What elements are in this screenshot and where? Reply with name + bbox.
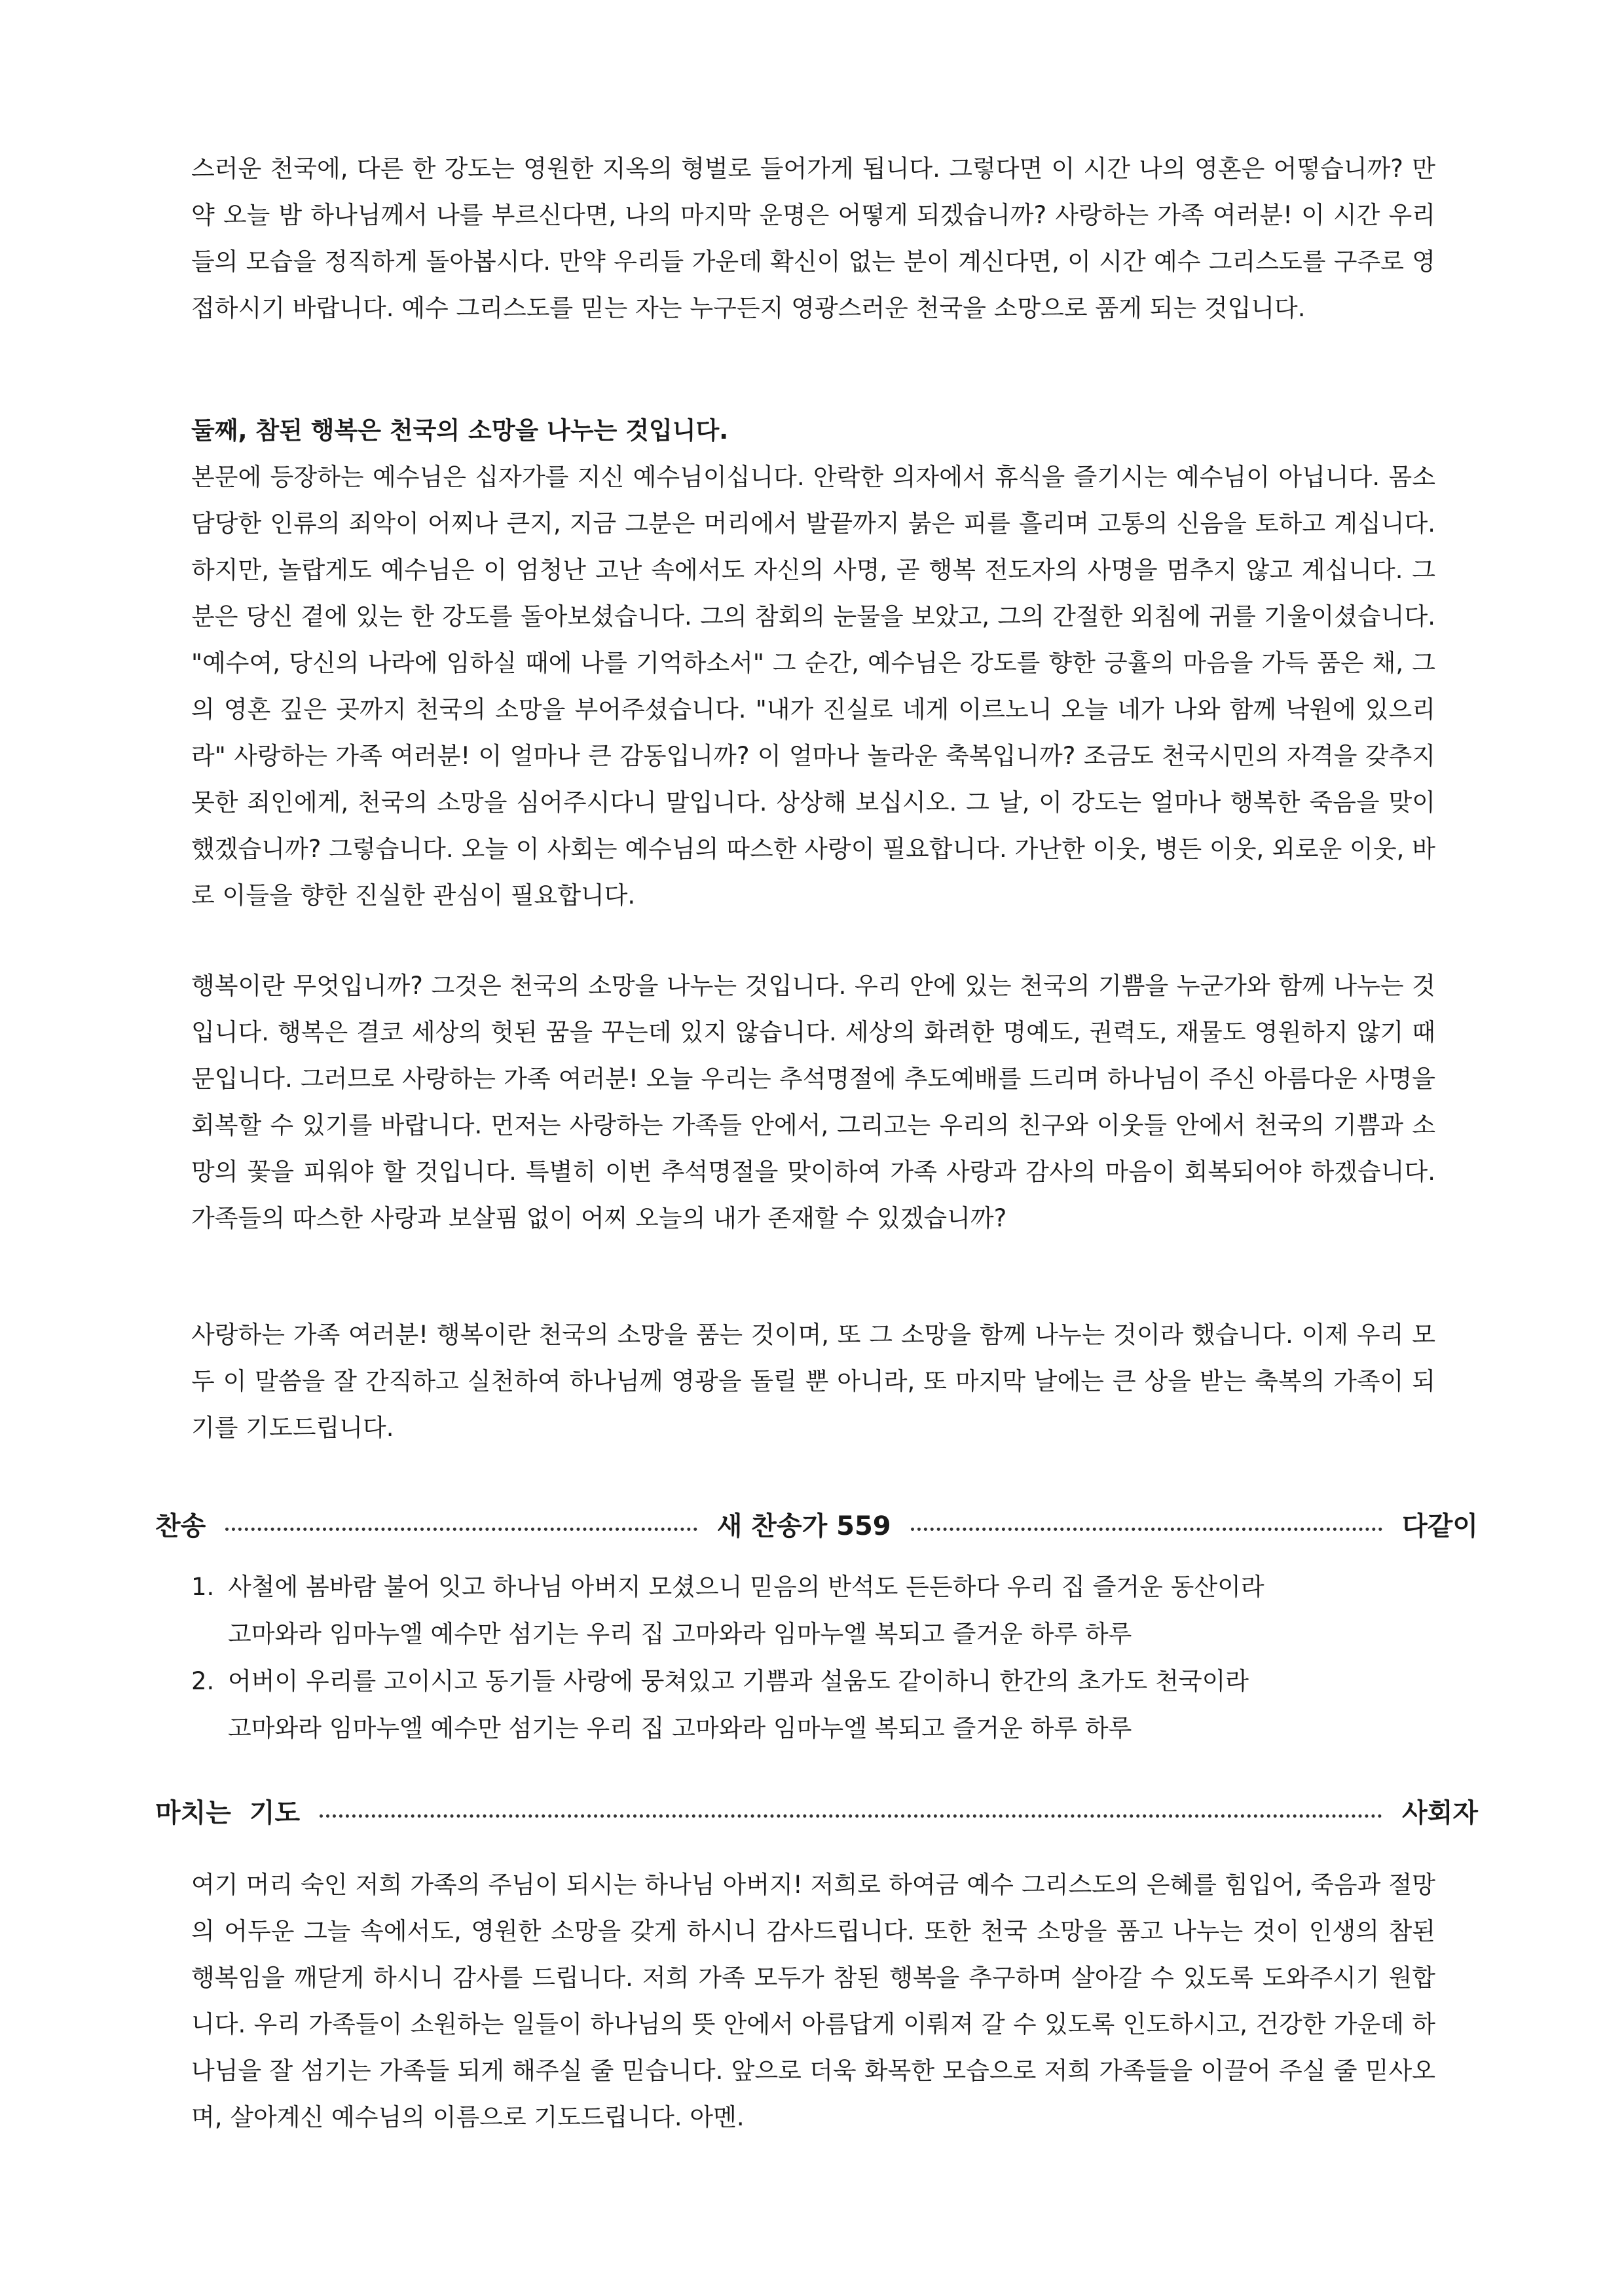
verse-line: 어버이 우리를 고이시고 동기들 사랑에 뭉쳐있고 기쁨과 설움도 같이하니 한간의 초가도 천국이라 (228, 1667, 1249, 1695)
sermon-paragraph-conclusion: 사랑하는 가족 여러분! 행복이란 천국의 소망을 품는 것이며, 또 그 소망을 함께 나누는 것이라 했습니다. 이제 우리 모두 이 말씀을 잘 간직하고 실천하여 하나님께 영광을 돌릴 뿐 아니라, 또 마지막 날에는 큰 상을 받는 축복의 가족이 되기를 기도드립니다. (191, 1321, 1435, 1442)
sermon-paragraph-happiness: 행복이란 무엇입니까? 그것은 천국의 소망을 나누는 것입니다. 우리 안에 있는 천국의 기쁨을 누군가와 함께 나누는 것입니다. 행복은 결코 세상의 헛된 꿈을 꾸는데 있지 않습니다. 세상의 화려한 명예도, 권력도, 재물도 영원하지 않기 때문입니다. 그러므로 사랑하는 가족 여러분! 오늘 우리는 추석명절에 추도예배를 드리며 하나님이 주신 아름다운 사명을 회복할 수 있기를 바랍니다. 먼저는 사랑하는 가족들 안에서, 그리고는 우리의 친구와 이웃들 안에서 천국의 기쁨과 소망의 꽃을 피워야 할 것입니다. 특별히 이번 추석명절을 맞이하여 가족 사랑과 감사의 마음이 회복되어야 하겠습니다. 가족들의 따스한 사랑과 보살핌 없이 어찌 오늘의 내가 존재할 수 있겠습니까? (191, 972, 1435, 1232)
closing-leader: 사회자 (1402, 1797, 1478, 1828)
hymn-section-header (155, 1501, 1478, 1547)
verse-refrain: 고마와라 임마누엘 예수만 섬기는 우리 집 고마와라 임마누엘 복되고 즐거운 하루 하루 (228, 1714, 1132, 1742)
verse-number: 1. (191, 1573, 215, 1601)
sermon-paragraph-second: 본문에 등장하는 예수님은 십자가를 지신 예수님이십니다. 안락한 의자에서 휴식을 즐기시는 예수님이 아닙니다. 몸소 담당한 인류의 죄악이 어찌나 큰지, 지금 그분은 머리에서 발끝까지 붉은 피를 흘리며 고통의 신음을 토하고 계십니다. 하지만, 놀랍게도 예수님은 이 엄청난 고난 속에서도 자신의 사명, 곧 행복 전도자의 사명을 멈추지 않고 계십니다. 그분은 당신 곁에 있는 한 강도를 돌아보셨습니다. 그의 참회의 눈물을 보았고, 그의 간절한 외침에 귀를 기울이셨습니다. "예수여, 당신의 나라에 임하실 때에 나를 기억하소서" 그 순간, 예수님은 강도를 향한 긍휼의 마음을 가득 품은 채, 그의 영혼 깊은 곳까지 천국의 소망을 부어주셨습니다. "내가 진실로 네게 이르노니 오늘 네가 나와 함께 낙원에 있으리라" 사랑하는 가족 여러분! 이 얼마나 큰 감동입니까? 이 얼마나 놀라운 축복입니까? 조금도 천국시민의 자격을 갖추지 못한 죄인에게, 천국의 소망을 심어주시다니 말입니다. 상상해 보십시오. 그 날, 이 강도는 얼마나 행복한 죽음을 맞이했겠습니까? 그렇습니다. 오늘 이 사회는 예수님의 따스한 사랑이 필요합니다. 가난한 이웃, 병든 이웃, 외로운 이웃, 바로 이들을 향한 진실한 관심이 필요합니다. (191, 463, 1435, 909)
verse-refrain: 고마와라 임마누엘 예수만 섬기는 우리 집 고마와라 임마누엘 복되고 즐거운 하루 하루 (228, 1620, 1132, 1648)
sermon-section-second (191, 407, 1435, 919)
hymn-verse (191, 1658, 1475, 1752)
hymn-leader: 다같이 (1402, 1511, 1478, 1541)
closing-prayer-header (155, 1788, 1478, 1833)
leader-dots (225, 1528, 697, 1531)
verse-number: 2. (191, 1667, 215, 1695)
hymn-label: 찬송 (155, 1511, 206, 1541)
leader-dots (320, 1814, 1382, 1818)
sermon-paragraph-intro: 스러운 천국에, 다른 한 강도는 영원한 지옥의 형벌로 들어가게 됩니다. 그렇다면 이 시간 나의 영혼은 어떻습니까? 만약 오늘 밤 하나님께서 나를 부르신다면, 나의 마지막 운명은 어떻게 되겠습니까? 사랑하는 가족 여러분! 이 시간 우리들의 모습을 정직하게 돌아봅시다. 만약 우리들 가운데 확신이 없는 분이 계신다면, 이 시간 예수 그리스도를 구주로 영접하시기 바랍니다. 예수 그리스도를 믿는 자는 누구든지 영광스러운 천국을 소망으로 품게 되는 것입니다. (191, 155, 1435, 322)
verse-line: 사철에 봄바람 불어 잇고 하나님 아버지 모셨으니 믿음의 반석도 든든하다 우리 집 즐거운 동산이라 (228, 1573, 1264, 1601)
sermon-heading-second: 둘째, 참된 행복은 천국의 소망을 나누는 것입니다. (191, 416, 729, 445)
hymn-verse (191, 1564, 1475, 1658)
leader-dots (911, 1528, 1382, 1531)
hymn-verse-list (191, 1564, 1475, 1752)
hymn-title: 새 찬송가 559 (716, 1511, 891, 1541)
closing-prayer-text: 여기 머리 숙인 저희 가족의 주님이 되시는 하나님 아버지! 저희로 하여금 예수 그리스도의 은혜를 힘입어, 죽음과 절망의 어두운 그늘 속에서도, 영원한 소망을 갖게 하시니 감사드립니다. 또한 천국 소망을 품고 나누는 것이 인생의 참된 행복임을 깨닫게 하시니 감사를 드립니다. 저희 가족 모두가 참된 행복을 추구하며 살아갈 수 있도록 도와주시기 원합니다. 우리 가족들이 소원하는 일들이 하나님의 뜻 안에서 아름답게 이뤄져 갈 수 있도록 인도하시고, 건강한 가운데 하나님을 잘 섬기는 가족들 되게 해주실 줄 믿습니다. 앞으로 더욱 화목한 모습으로 저희 가족들을 이끌어 주실 줄 믿사오며, 살아계신 예수님의 이름으로 기도드립니다. 아멘. (191, 1871, 1435, 2131)
closing-label: 마치는 기도 (155, 1797, 301, 1828)
